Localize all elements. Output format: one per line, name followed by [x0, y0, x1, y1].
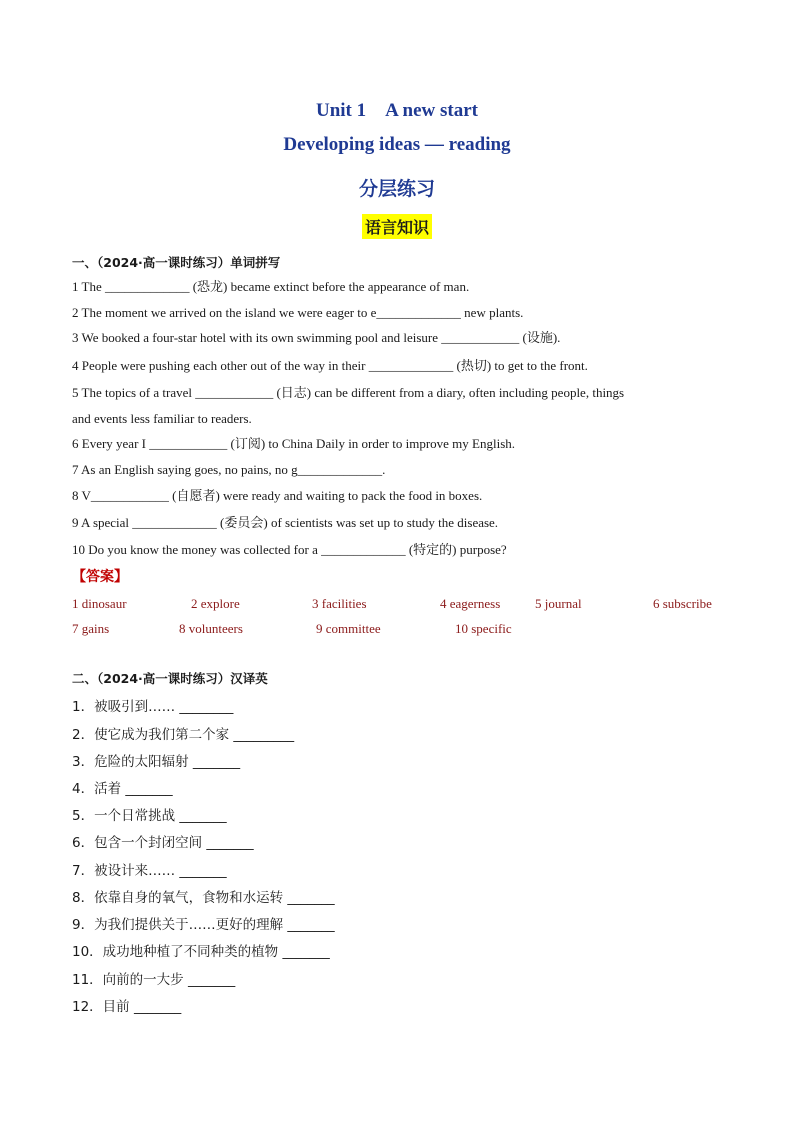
question-10: 10 Do you know the money was collected for a _____________ (特定的) purpose?	[72, 542, 507, 557]
section2-heading: 二、（2024·高一课时练习）汉译英	[72, 671, 268, 686]
translate-item-11: 11．向前的一大步 _______	[72, 972, 236, 988]
answer-1: 1 dinosaur	[72, 596, 127, 611]
translate-item-2: 2．使它成为我们第二个家 _________	[72, 727, 295, 743]
lesson-subtitle: Developing ideas — reading	[283, 134, 511, 155]
translate-item-6: 6．包含一个封闭空间 _______	[72, 835, 254, 851]
question-3: 3 We booked a four-star hotel with its own swimming pool and leisure ____________ (设施).	[72, 330, 561, 345]
practice-title: 分层练习	[358, 178, 435, 200]
answer-8: 8 volunteers	[179, 621, 243, 636]
unit-title: Unit 1 A new start	[315, 100, 479, 121]
answer-2: 2 explore	[191, 596, 240, 611]
answer-3: 3 facilities	[312, 596, 367, 611]
answer-6: 6 subscribe	[653, 596, 712, 611]
answer-9: 9 committee	[316, 621, 381, 636]
question-7: 7 As an English saying goes, no pains, no g_____________.	[72, 462, 386, 477]
answer-label: 【答案】	[72, 569, 128, 585]
question-8: 8 V____________ (自愿者) were ready and waiting to pack the food in boxes.	[72, 488, 483, 503]
question-6: 6 Every year I ____________ (订阅) to China Daily in order to improve my English.	[72, 436, 516, 451]
question-2: 2 The moment we arrived on the island we were eager to e_____________ new plants.	[72, 305, 524, 320]
question-5: 5 The topics of a travel ____________ (日志) can be different from a diary, often including people, things	[72, 385, 625, 400]
translate-item-3: 3．危险的太阳辐射 _______	[72, 754, 241, 770]
translate-item-8: 8．依靠自身的氧气，食物和水运转 _______	[72, 890, 335, 906]
translate-item-12: 12．目前 _______	[72, 999, 182, 1015]
question-5-cont: and events less familiar to readers.	[72, 411, 252, 426]
answer-7: 7 gains	[72, 621, 110, 636]
section-badge: 语言知识	[362, 214, 432, 239]
answer-10: 10 specific	[455, 621, 512, 636]
translate-item-1: 1．被吸引到…… ________	[72, 699, 234, 715]
answer-5: 5 journal	[535, 596, 582, 611]
question-4: 4 People were pushing each other out of the way in their _____________ (热切) to get to the front.	[72, 358, 588, 373]
section1-heading: 一、（2024·高一课时练习）单词拼写	[72, 255, 281, 270]
question-9: 9 A special _____________ (委员会) of scientists was set up to study the disease.	[72, 515, 499, 530]
answer-4: 4 eagerness	[440, 596, 501, 611]
translate-item-9: 9．为我们提供关于……更好的理解 _______	[72, 917, 335, 933]
question-1: 1 The _____________ (恐龙) became extinct before the appearance of man.	[72, 279, 470, 294]
translate-item-10: 10．成功地种植了不同种类的植物 _______	[72, 944, 330, 960]
translate-item-4: 4．活着 _______	[72, 781, 173, 797]
badge-row	[0, 214, 794, 239]
translate-item-5: 5．一个日常挑战 _______	[72, 808, 227, 824]
translate-item-7: 7．被设计来…… _______	[72, 863, 227, 879]
